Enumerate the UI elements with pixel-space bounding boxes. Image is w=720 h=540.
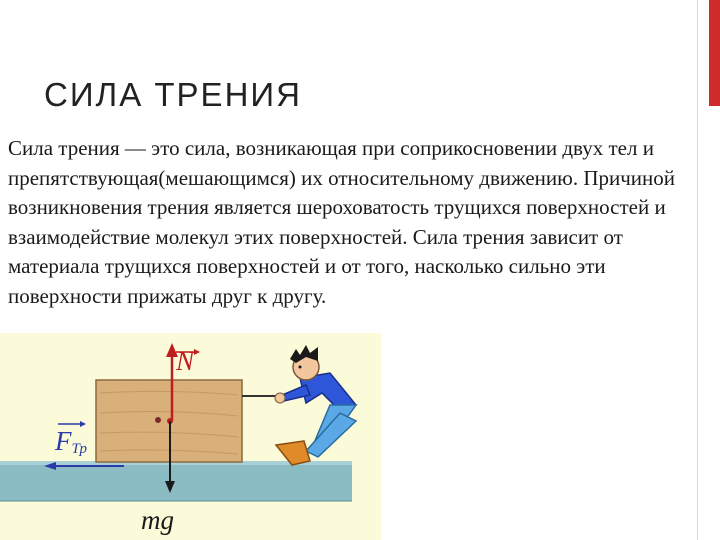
accent-bar — [709, 0, 720, 106]
gravity-force-label: mg — [141, 505, 174, 535]
friction-force-label — [55, 426, 87, 458]
person-pulling-icon — [275, 345, 356, 465]
friction-figure — [0, 333, 381, 540]
slide-title: СИЛА ТРЕНИЯ — [44, 76, 302, 113]
friction-force-subscript: Тр — [71, 441, 87, 457]
definition-text: Сила трения — это сила, возникающая при соприкосновении двух тел и препятствующая(мешающимся) их относительному движению. Причиной возникновения трения является шероховатость трущихся поверхностей и взаимодействие молекул этих поверхностей. Сила трения зависит от материала трущихся поверхностей и от того, насколько сильно эти поверхности прижаты друг к другу. — [8, 136, 676, 308]
friction-force-symbol: F — [55, 426, 72, 456]
normal-force-label: N — [176, 346, 195, 376]
